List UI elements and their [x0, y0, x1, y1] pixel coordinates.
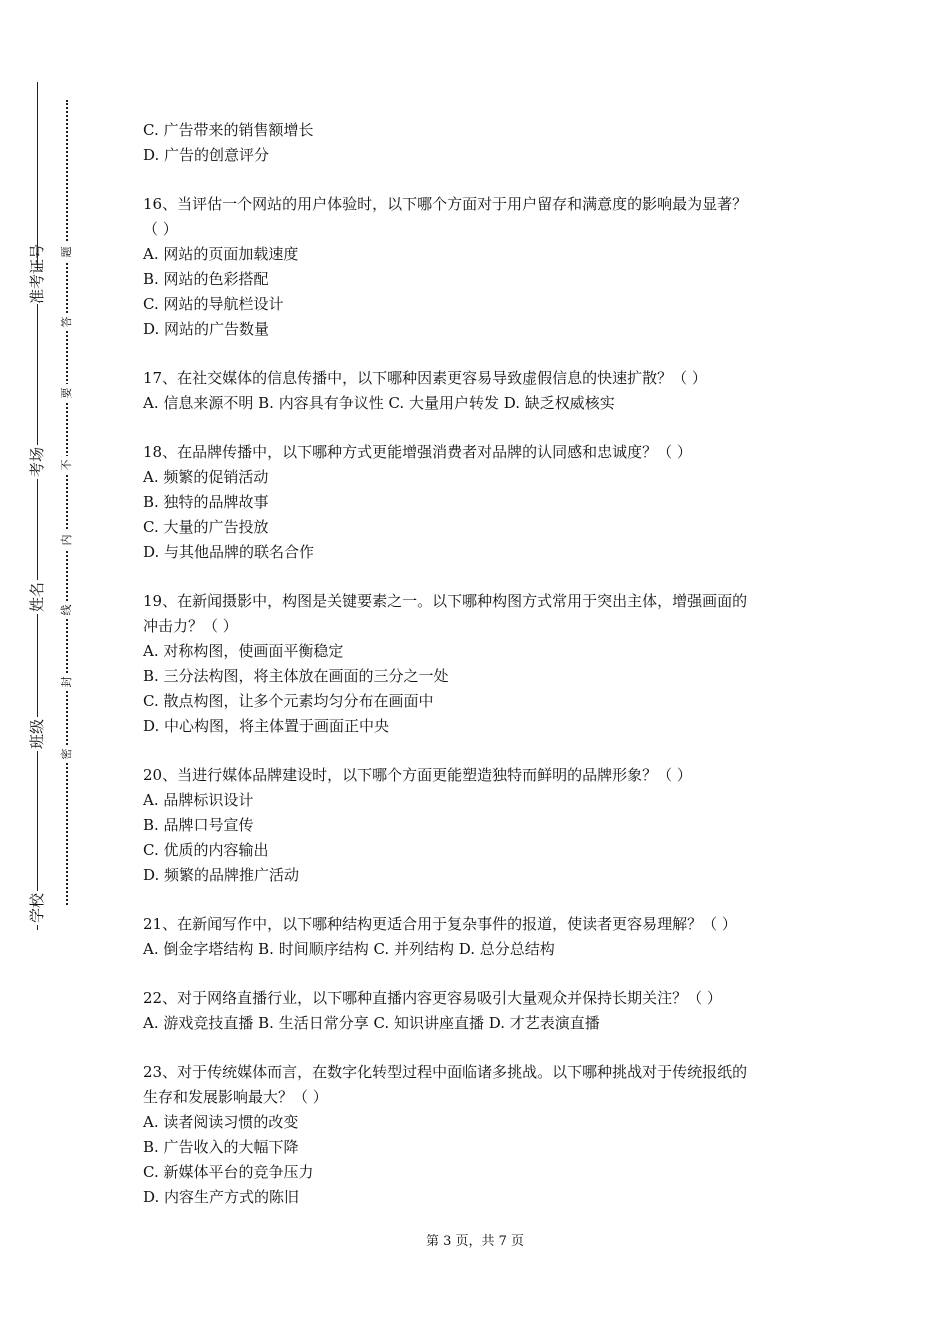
question-line: A. 信息来源不明 B. 内容具有争议性 C. 大量用户转发 D. 缺乏权威核实 [143, 394, 615, 412]
question-line: A. 倒金字塔结构 B. 时间顺序结构 C. 并列结构 D. 总分总结构 [143, 940, 555, 958]
question-line: C. 广告带来的销售额增长 [143, 121, 314, 139]
question-line: 冲击力？（ ） [143, 617, 238, 635]
field-school: 学校 [20, 891, 54, 925]
question-line: 19、在新闻摄影中，构图是关键要素之一。以下哪种构图方式常用于突出主体，增强画面的 [143, 592, 748, 610]
block-gap [143, 416, 823, 440]
block-gap [143, 1036, 823, 1060]
question-block [143, 440, 823, 565]
question-line: 17、在社交媒体的信息传播中，以下哪种因素更容易导致虚假信息的快速扩散？（ ） [143, 369, 707, 387]
question-line: D. 中心构图，将主体置于画面正中央 [143, 717, 390, 735]
question-line: C. 新媒体平台的竞争压力 [143, 1163, 314, 1181]
field-exam-number: 准考证号 [20, 270, 54, 304]
seal-char: 内 [58, 531, 76, 549]
field-class: 班级 [20, 717, 54, 751]
seal-char: 封 [58, 673, 76, 691]
field-exam-room: 考场 [20, 445, 54, 479]
question-block [143, 589, 823, 739]
question-line: D. 与其他品牌的联名合作 [143, 543, 315, 561]
binding-solid-line [37, 82, 38, 930]
block-gap [143, 168, 823, 192]
question-line: 21、在新闻写作中，以下哪种结构更适合用于复杂事件的报道，使读者更容易理解？（ ） [143, 915, 737, 933]
question-line: C. 网站的导航栏设计 [143, 295, 284, 313]
block-gap [143, 565, 823, 589]
block-gap [143, 342, 823, 366]
block-gap [143, 962, 823, 986]
question-line: 生存和发展影响最大？（ ） [143, 1088, 328, 1106]
question-line: B. 独特的品牌故事 [143, 493, 269, 511]
question-block [143, 366, 823, 416]
question-block [143, 912, 823, 962]
question-line: A. 读者阅读习惯的改变 [143, 1113, 299, 1131]
question-line: B. 网站的色彩搭配 [143, 270, 269, 288]
question-line: D. 广告的创意评分 [143, 146, 270, 164]
question-block [143, 986, 823, 1036]
block-gap [143, 739, 823, 763]
question-line: B. 广告收入的大幅下降 [143, 1138, 299, 1156]
question-line: A. 对称构图，使画面平衡稳定 [143, 642, 344, 660]
question-line: D. 网站的广告数量 [143, 320, 270, 338]
question-list [143, 118, 823, 1210]
question-line: 23、对于传统媒体而言，在数字化转型过程中面临诸多挑战。以下哪种挑战对于传统报纸的 [143, 1063, 748, 1081]
question-block [143, 192, 823, 342]
question-line: C. 散点构图，让多个元素均匀分布在画面中 [143, 692, 434, 710]
question-line: A. 网站的页面加载速度 [143, 245, 299, 263]
question-line: B. 三分法构图，将主体放在画面的三分之一处 [143, 667, 449, 685]
question-block [143, 1060, 823, 1210]
question-line: D. 频繁的品牌推广活动 [143, 866, 300, 884]
block-gap [143, 888, 823, 912]
question-line: A. 游戏竞技直播 B. 生活日常分享 C. 知识讲座直播 D. 才艺表演直播 [143, 1014, 600, 1032]
question-line: B. 品牌口号宣传 [143, 816, 254, 834]
seal-char: 要 [58, 384, 76, 402]
question-block [143, 118, 823, 168]
question-line: 20、当进行媒体品牌建设时，以下哪个方面更能塑造独特而鲜明的品牌形象？（ ） [143, 766, 692, 784]
question-line: A. 频繁的促销活动 [143, 468, 269, 486]
question-line: A. 品牌标识设计 [143, 791, 254, 809]
seal-char: 密 [58, 745, 76, 763]
question-line: C. 优质的内容输出 [143, 841, 269, 859]
question-line: （ ） [143, 220, 178, 238]
field-name: 姓名 [20, 580, 54, 614]
seal-char: 不 [58, 456, 76, 474]
seal-char: 题 [58, 243, 76, 261]
question-line: 22、对于网络直播行业，以下哪种直播内容更容易吸引大量观众并保持长期关注？（ ） [143, 989, 722, 1007]
seal-char: 线 [58, 601, 76, 619]
question-line: D. 内容生产方式的陈旧 [143, 1188, 300, 1206]
question-line: 18、在品牌传播中，以下哪种方式更能增强消费者对品牌的认同感和忠诚度？（ ） [143, 443, 692, 461]
question-line: 16、当评估一个网站的用户体验时，以下哪个方面对于用户留存和满意度的影响最为显著？ [143, 195, 748, 213]
seal-char: 答 [58, 313, 76, 331]
question-block [143, 763, 823, 888]
binding-dotted-line [66, 100, 68, 905]
binding-strip [0, 0, 110, 1344]
question-line: C. 大量的广告投放 [143, 518, 269, 536]
page-footer: 第 3 页，共 7 页 [425, 1234, 525, 1249]
